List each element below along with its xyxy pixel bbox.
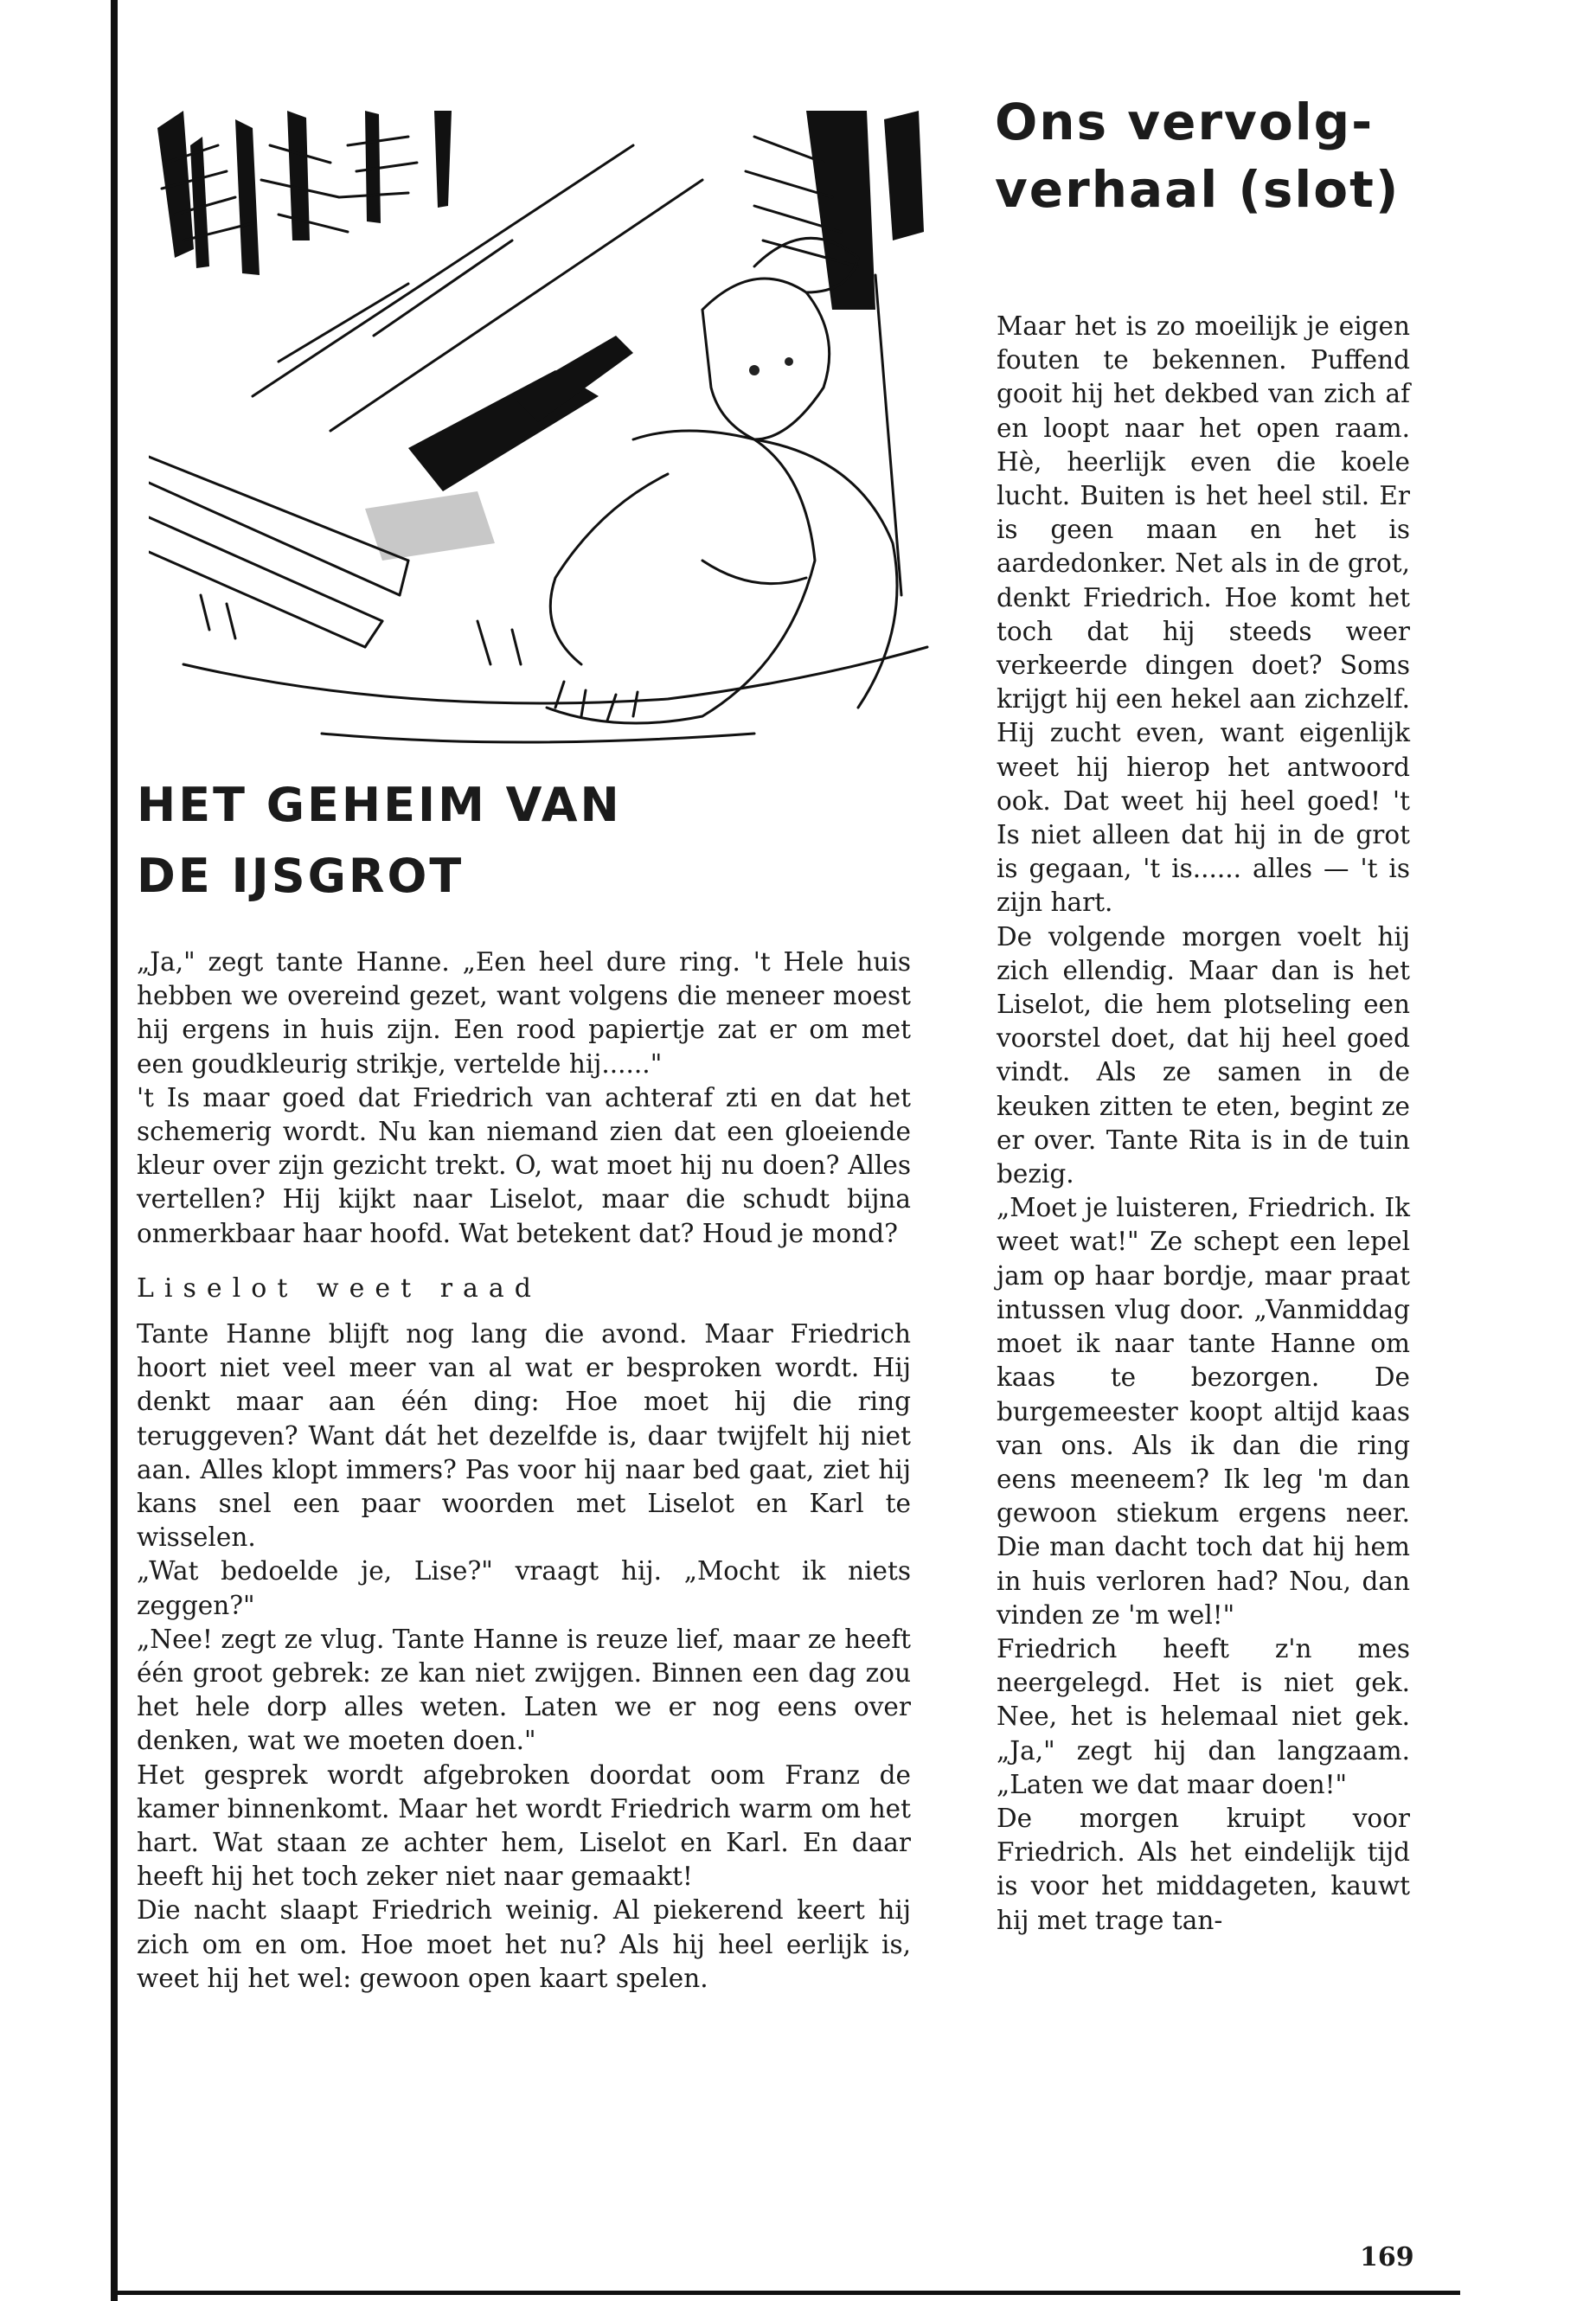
paragraph: „Ja," zegt tante Hanne. „Een heel dure ring. 't Hele huis hebben we overeind gezet, want volgens die meneer moest hij ergens in huis zijn. Een rood papiertje zat er om met een goudkleurig strikje, vertelde hij......": [137, 947, 911, 1079]
page-bottom-border: [111, 2291, 1460, 2295]
page-number: 169: [1360, 2242, 1414, 2272]
paragraph: „Nee! zegt ze vlug. Tante Hanne is reuze lief, maar ze heeft één groot gebrek: ze kan niet zwijgen. Binnen een dag zou het hele dorp alles weten. Laten we er nog eens over denken, wat we moeten doen.": [137, 1624, 911, 1756]
paragraph: Tante Hanne blijft nog lang die avond. Maar Friedrich hoort niet veel meer van al wat er besproken wordt. Hij denkt maar aan één ding: Hoe moet hij die ring teruggeven? Want dát het dezelfde is, daar twijfelt hij niet aan. Alles klopt immers? Pas voor hij naar bed gaat, ziet hij kans snel een paar woorden met Liselot en Karl te wisselen.: [137, 1319, 911, 1553]
right-text-column: [997, 310, 1410, 1938]
story-title-line1: HET GEHEIM VAN: [137, 778, 622, 832]
paragraph: Maar het is zo moeilijk je eigen fouten te bekennen. Puffend gooit hij het dekbed van zich af en loopt naar het open raam. Hè, heerlijk even die koele lucht. Buiten is het heel stil. Er is geen maan en het is aardedonker. Net als in de grot, denkt Friedrich. Hoe komt het toch dat hij steeds weer verkeerde dingen doet? Soms krijgt hij een hekel aan zichzelf. Hij zucht even, want eigenlijk weet hij hierop het antwoord ook. Dat weet hij heel goed! 't Is niet alleen dat hij in de grot is gegaan, 't is...... alles — 't is zijn hart.: [997, 311, 1410, 918]
paragraph: „Wat bedoelde je, Lise?" vraagt hij. „Mocht ik niets zeggen?": [137, 1556, 911, 1620]
paragraph: „Moet je luisteren, Friedrich. Ik weet wat!" Ze schept een lepel jam op haar bordje, maar praat intussen vlug door. „Vanmiddag moet ik naar tante Hanne om kaas te bezorgen. De burgemeester koopt altijd kaas van ons. Als ik dan die ring eens meeneem? Ik leg 'm dan gewoon stiekum ergens neer. Die man dacht toch dat hij hem in huis verloren had? Nou, dan vinden ze 'm wel!": [997, 1193, 1410, 1630]
forest-man-splitting-wood-illustration: [149, 111, 934, 751]
paragraph: De morgen kruipt voor Friedrich. Als het eindelijk tijd is voor het middageten, kauwt hij met trage tan-: [997, 1803, 1410, 1935]
series-title: [995, 88, 1445, 223]
left-text-column: [137, 945, 911, 1996]
paragraph: 't Is maar goed dat Friedrich van achteraf zti en dat het schemerig wordt. Nu kan niemand zien dat een gloeiende kleur over zijn gezicht trekt. O, wat moet hij nu doen? Alles vertellen? Hij kijkt naar Liselot, maar die schudt bijna onmerkbaar haar hoofd. Wat betekent dat? Houd je mond?: [137, 1082, 911, 1248]
paragraph: Het gesprek wordt afgebroken doordat oom Franz de kamer binnenkomt. Maar het wordt Friedrich warm om het hart. Wat staan ze achter hem, Liselot en Karl. En daar heeft hij het toch zeker niet naar gemaakt!: [137, 1759, 911, 1892]
paragraph: Die nacht slaapt Friedrich weinig. Al piekerend keert hij zich om en om. Hoe moet het nu? Als hij heel eerlijk is, weet hij het wel: gewoon open kaart spelen.: [137, 1895, 911, 1993]
page-left-border: [111, 0, 118, 2301]
paragraph: De volgende morgen voelt hij zich ellendig. Maar dan is het Liselot, die hem plotseling een voorstel doet, dat hij heel goed vindt. Als ze samen in de keuken zitten te eten, begint ze er over. Tante Rita is in de tuin bezig.: [997, 921, 1410, 1189]
series-title-line2: verhaal (slot): [995, 160, 1401, 219]
story-title-line2: DE IJSGROT: [137, 849, 465, 903]
series-title-line1: Ons vervolg-: [995, 93, 1375, 151]
section-subhead: Liselot weet raad: [137, 1272, 542, 1304]
story-title: [137, 770, 933, 912]
paragraph: Friedrich heeft z'n mes neergelegd. Het is niet gek. Nee, het is helemaal niet gek. „Ja," zegt hij dan langzaam. „Laten we dat maar doen!": [997, 1633, 1410, 1799]
